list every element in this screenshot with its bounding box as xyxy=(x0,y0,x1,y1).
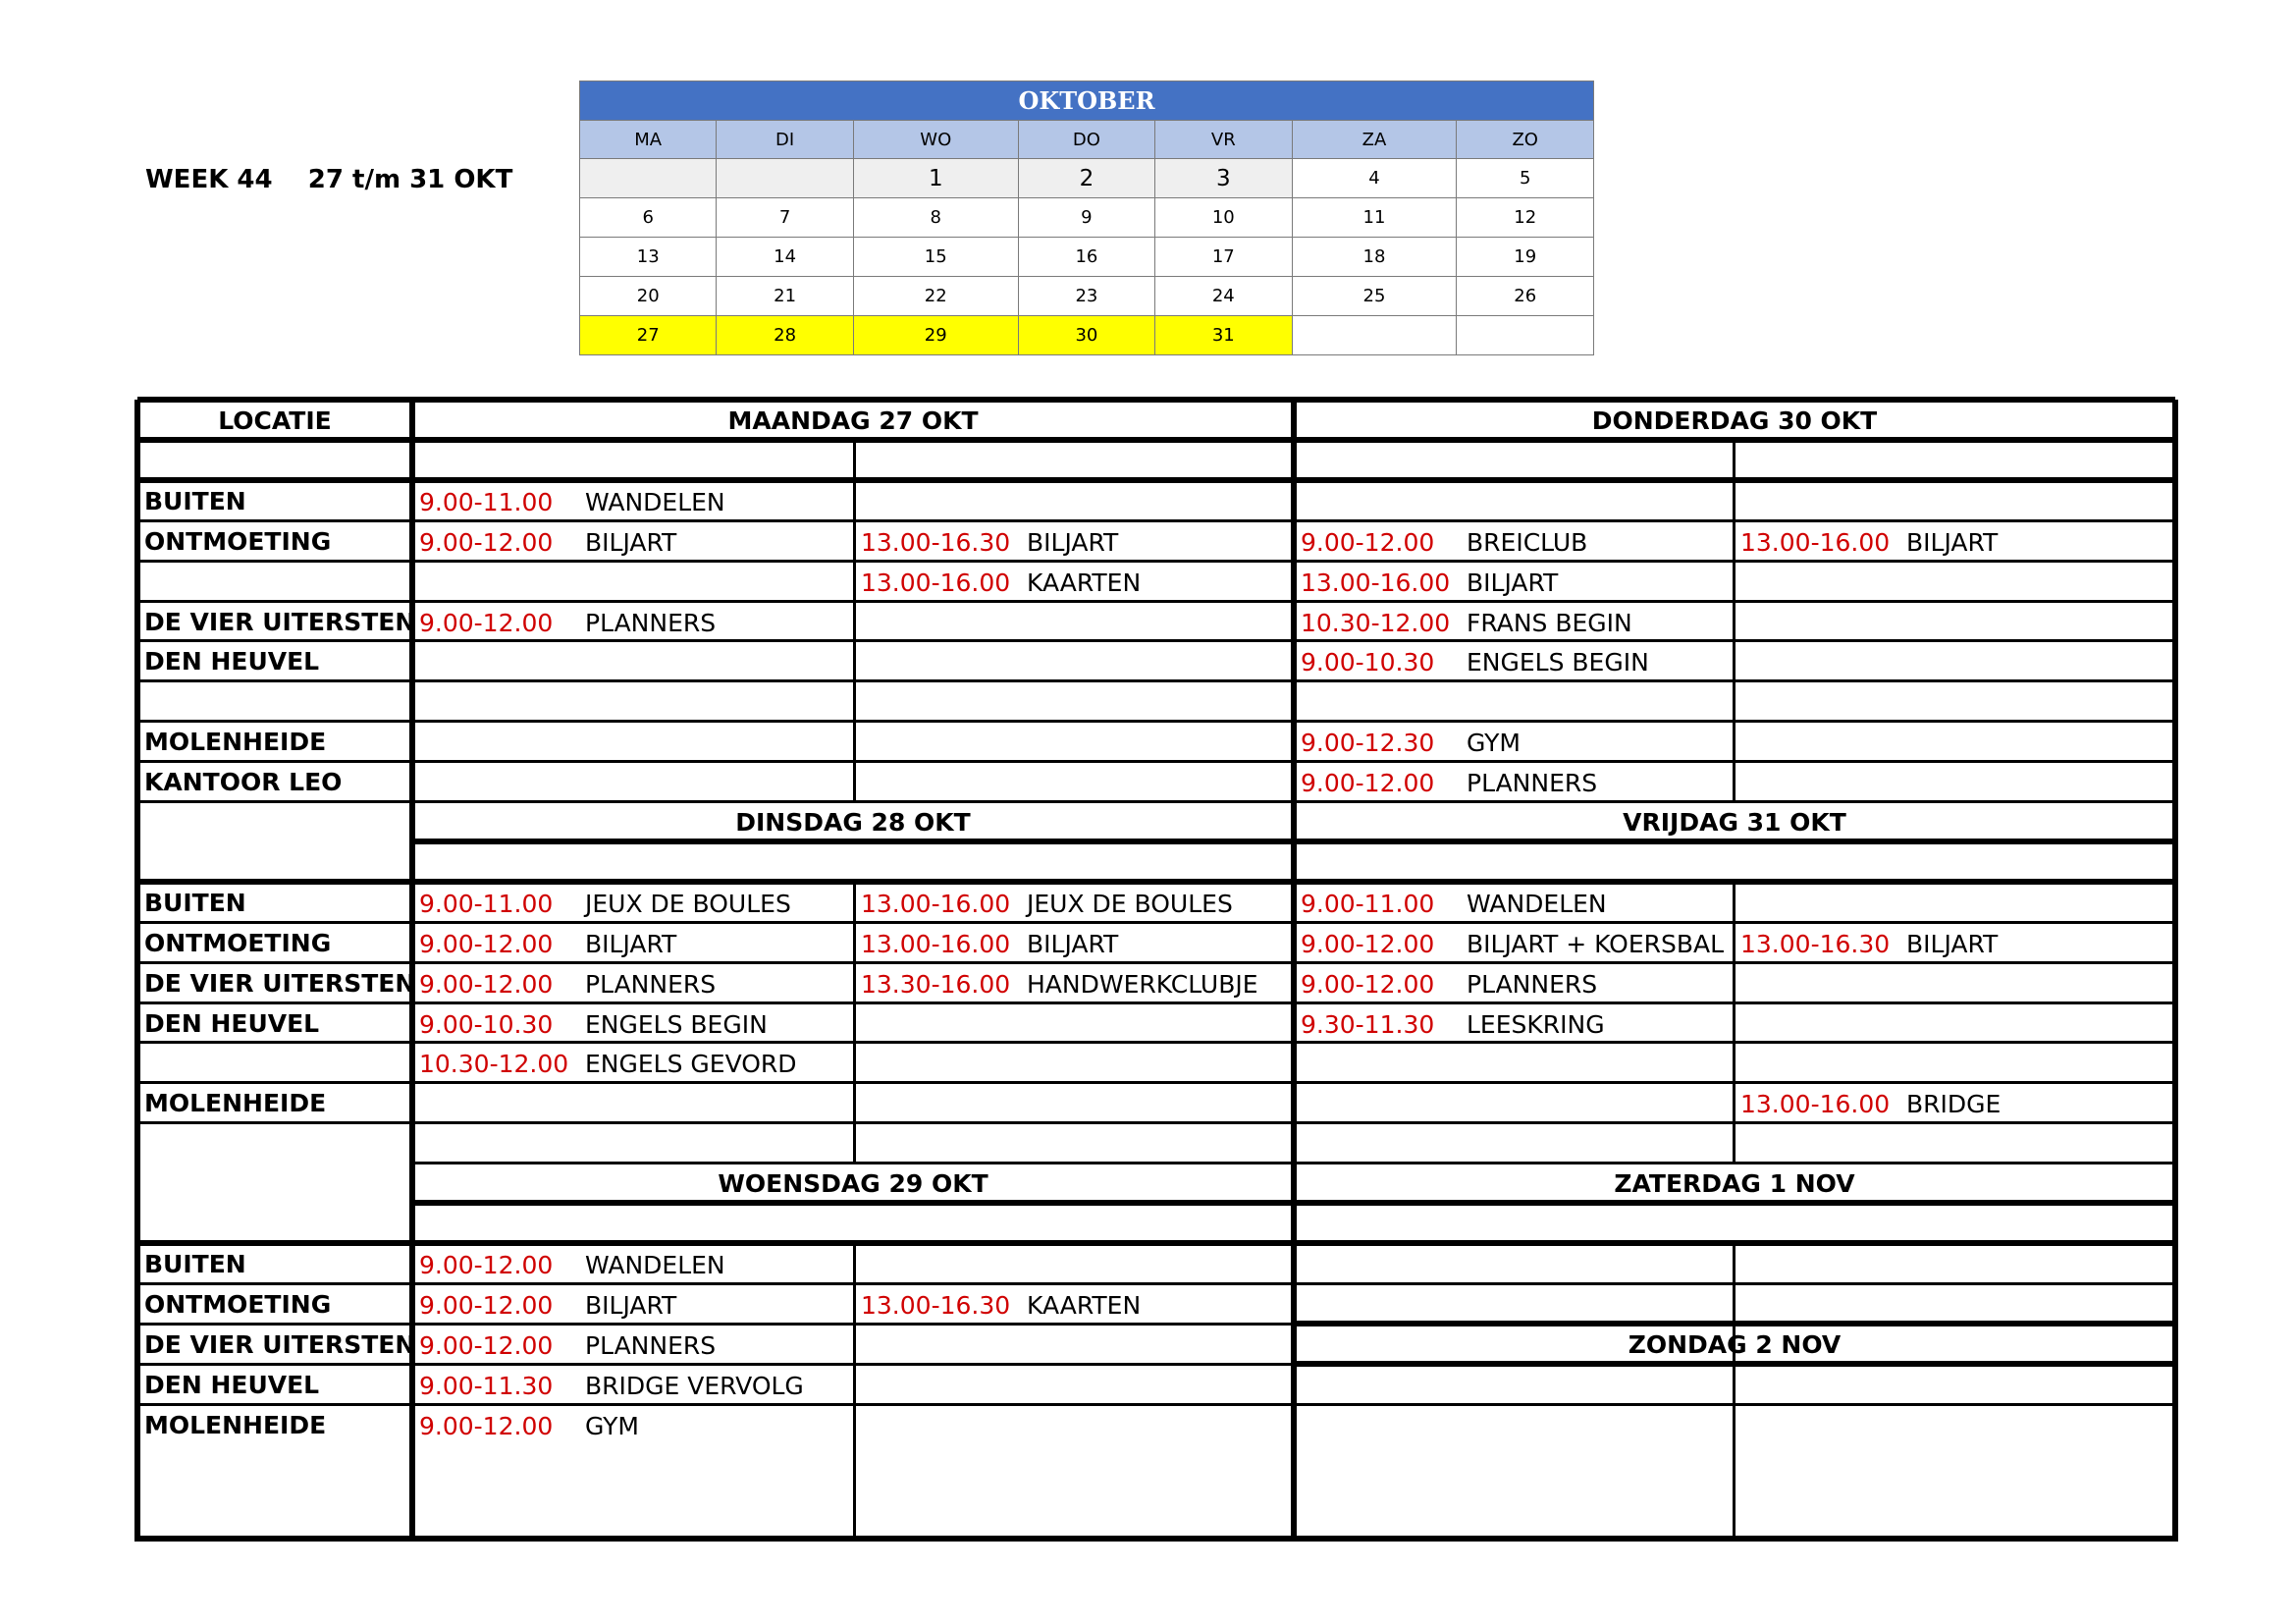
activity-name: ENGELS BEGIN xyxy=(585,1010,768,1039)
activity-name: KAARTEN xyxy=(1027,568,1142,597)
calendar-day: 10 xyxy=(1155,198,1292,238)
activity-name: LEESKRING xyxy=(1467,1010,1605,1039)
calendar-weekday: DO xyxy=(1018,121,1154,159)
activity-time: 9.30-11.30 xyxy=(1301,1010,1435,1039)
calendar-day: 21 xyxy=(717,277,853,316)
activity-name: FRANS BEGIN xyxy=(1467,609,1632,637)
activity-time: 9.00-10.30 xyxy=(1301,648,1435,677)
activity-time: 9.00-11.00 xyxy=(1301,890,1435,918)
activity-time: 9.00-12.00 xyxy=(419,970,554,999)
grid-line xyxy=(853,1243,856,1539)
activity-name: KAARTEN xyxy=(1027,1291,1142,1320)
calendar-day: 3 xyxy=(1155,159,1292,198)
activity-time: 13.00-16.30 xyxy=(1740,930,1891,958)
calendar-day: 24 xyxy=(1155,277,1292,316)
calendar-weekday: VR xyxy=(1155,121,1292,159)
activity-name: ENGELS BEGIN xyxy=(1467,648,1649,677)
grid-line xyxy=(137,800,2175,803)
activity-name: BRIDGE xyxy=(1906,1090,2002,1118)
calendar-day: 31 xyxy=(1155,316,1292,355)
grid-line xyxy=(137,639,2175,642)
activity-name: BILJART xyxy=(1027,528,1119,557)
grid-line xyxy=(137,879,2175,885)
grid-line xyxy=(1291,400,1297,1542)
calendar-day: 8 xyxy=(853,198,1018,238)
activity-time: 9.00-11.00 xyxy=(419,890,554,918)
grid-line xyxy=(137,720,2175,723)
activity-time: 9.00-10.30 xyxy=(419,1010,554,1039)
activity-name: PLANNERS xyxy=(585,1331,717,1360)
grid-line xyxy=(137,1403,2175,1406)
activity-name: GYM xyxy=(1467,729,1521,757)
location-label: BUITEN xyxy=(144,487,246,515)
activity-name: BILJART xyxy=(585,930,677,958)
activity-time: 9.00-12.00 xyxy=(1301,769,1435,797)
calendar-day: 25 xyxy=(1292,277,1457,316)
grid-line xyxy=(137,1041,2175,1044)
activity-time: 13.00-16.00 xyxy=(1301,568,1451,597)
calendar-day: 14 xyxy=(717,238,853,277)
grid-line xyxy=(137,679,2175,682)
calendar-day: 19 xyxy=(1457,238,1594,277)
activity-time: 10.30-12.00 xyxy=(419,1050,569,1078)
day-header: ZATERDAG 1 NOV xyxy=(1614,1169,1855,1198)
activity-name: BRIDGE VERVOLG xyxy=(585,1372,804,1400)
activity-name: WANDELEN xyxy=(1467,890,1607,918)
grid-line xyxy=(137,519,2175,522)
calendar-day: 22 xyxy=(853,277,1018,316)
grid-line xyxy=(137,1081,2175,1084)
activity-time: 13.00-16.00 xyxy=(1740,1090,1891,1118)
location-label: ONTMOETING xyxy=(144,1290,332,1319)
activity-time: 10.30-12.00 xyxy=(1301,609,1451,637)
calendar-day: 7 xyxy=(717,198,853,238)
calendar-day: 4 xyxy=(1292,159,1457,198)
activity-name: HANDWERKCLUBJE xyxy=(1027,970,1258,999)
grid-line xyxy=(137,437,2175,443)
activity-name: BILJART xyxy=(1906,528,1999,557)
grid-line xyxy=(137,1282,2175,1285)
location-label: ONTMOETING xyxy=(144,527,332,556)
activity-time: 13.00-16.00 xyxy=(1740,528,1891,557)
activity-time: 9.00-11.00 xyxy=(419,488,554,516)
activity-time: 13.00-16.30 xyxy=(861,1291,1011,1320)
calendar-day: 5 xyxy=(1457,159,1594,198)
location-label: MOLENHEIDE xyxy=(144,1411,327,1439)
activity-name: BILJART xyxy=(1467,568,1559,597)
location-label: DE VIER UITERSTEN xyxy=(144,608,416,636)
activity-name: PLANNERS xyxy=(585,970,717,999)
grid-line xyxy=(137,397,2175,403)
activity-name: PLANNERS xyxy=(1467,970,1598,999)
grid-line xyxy=(137,760,2175,763)
grid-line xyxy=(1733,882,1735,1163)
location-label: DE VIER UITERSTEN xyxy=(144,969,416,998)
calendar-day: 9 xyxy=(1018,198,1154,238)
activity-name: PLANNERS xyxy=(585,609,717,637)
location-label: DEN HEUVEL xyxy=(144,1371,320,1399)
grid-line xyxy=(134,400,140,1542)
activity-time: 13.00-16.00 xyxy=(861,568,1011,597)
activity-name: JEUX DE BOULES xyxy=(585,890,791,918)
location-header: LOCATIE xyxy=(218,406,332,435)
activity-name: ENGELS GEVORD xyxy=(585,1050,797,1078)
grid-line xyxy=(137,921,2175,924)
calendar-day: 26 xyxy=(1457,277,1594,316)
calendar-weekday: WO xyxy=(853,121,1018,159)
activity-time: 9.00-12.00 xyxy=(419,609,554,637)
grid-line xyxy=(137,477,2175,483)
activity-name: WANDELEN xyxy=(585,488,725,516)
activity-name: BILJART xyxy=(585,1291,677,1320)
grid-line xyxy=(137,1121,2175,1124)
grid-line xyxy=(137,1240,2175,1246)
activity-name: BILJART + KOERSBAL xyxy=(1467,930,1725,958)
grid-line xyxy=(1733,1283,1735,1324)
activity-name: BILJART xyxy=(1027,930,1119,958)
calendar-day: 29 xyxy=(853,316,1018,355)
calendar-day: 12 xyxy=(1457,198,1594,238)
grid-line xyxy=(853,882,856,1163)
day-header: VRIJDAG 31 OKT xyxy=(1623,808,1846,837)
calendar-day: 13 xyxy=(580,238,717,277)
activity-name: PLANNERS xyxy=(1467,769,1598,797)
activity-time: 9.00-12.00 xyxy=(419,1251,554,1279)
location-label: DEN HEUVEL xyxy=(144,1009,320,1038)
location-label: ONTMOETING xyxy=(144,929,332,957)
activity-time: 9.00-12.30 xyxy=(1301,729,1435,757)
grid-line xyxy=(137,1536,2175,1542)
calendar-day: 6 xyxy=(580,198,717,238)
grid-line xyxy=(2172,400,2178,1542)
calendar-day: 18 xyxy=(1292,238,1457,277)
activity-time: 9.00-12.00 xyxy=(419,930,554,958)
location-label: BUITEN xyxy=(144,889,246,917)
day-header: DONDERDAG 30 OKT xyxy=(1591,406,1878,435)
activity-time: 9.00-12.00 xyxy=(419,528,554,557)
activity-time: 9.00-12.00 xyxy=(1301,528,1435,557)
week-label: WEEK 44 27 t/m 31 OKT xyxy=(145,165,513,194)
calendar-day: 28 xyxy=(717,316,853,355)
calendar-weekday: MA xyxy=(580,121,717,159)
day-header: MAANDAG 27 OKT xyxy=(727,406,979,435)
activity-time: 13.00-16.30 xyxy=(861,528,1011,557)
activity-name: WANDELEN xyxy=(585,1251,725,1279)
calendar-day: 2 xyxy=(1018,159,1154,198)
grid-line xyxy=(137,961,2175,964)
calendar-day: 23 xyxy=(1018,277,1154,316)
calendar-weekday: ZO xyxy=(1457,121,1594,159)
activity-time: 9.00-12.00 xyxy=(419,1291,554,1320)
activity-time: 9.00-12.00 xyxy=(419,1412,554,1440)
grid-line xyxy=(412,1162,2175,1164)
grid-line xyxy=(853,440,856,801)
grid-line xyxy=(137,560,2175,563)
day-header: WOENSDAG 29 OKT xyxy=(718,1169,988,1198)
calendar-day: 16 xyxy=(1018,238,1154,277)
grid-line xyxy=(412,1200,2175,1206)
grid-line xyxy=(412,839,2175,844)
location-label: MOLENHEIDE xyxy=(144,1089,327,1117)
calendar-day: 20 xyxy=(580,277,717,316)
calendar-weekday: DI xyxy=(717,121,853,159)
location-label: MOLENHEIDE xyxy=(144,728,327,756)
activity-time: 9.00-11.30 xyxy=(419,1372,554,1400)
activity-name: BREICLUB xyxy=(1467,528,1588,557)
day-header: DINSDAG 28 OKT xyxy=(735,808,971,837)
activity-time: 13.00-16.00 xyxy=(861,930,1011,958)
grid-line xyxy=(137,600,2175,603)
activity-time: 9.00-12.00 xyxy=(419,1331,554,1360)
location-label: DE VIER UITERSTEN xyxy=(144,1330,416,1359)
activity-time: 9.00-12.00 xyxy=(1301,970,1435,999)
activity-name: BILJART xyxy=(585,528,677,557)
grid-line xyxy=(137,437,412,443)
activity-time: 13.30-16.00 xyxy=(861,970,1011,999)
grid-line xyxy=(137,1001,2175,1004)
activity-time: 9.00-12.00 xyxy=(1301,930,1435,958)
activity-name: JEUX DE BOULES xyxy=(1027,890,1233,918)
day-header: ZONDAG 2 NOV xyxy=(1628,1330,1842,1359)
grid-line xyxy=(1733,440,1735,801)
location-label: DEN HEUVEL xyxy=(144,647,320,676)
calendar-day: 17 xyxy=(1155,238,1292,277)
calendar-weekday: ZA xyxy=(1292,121,1457,159)
calendar-day: 15 xyxy=(853,238,1018,277)
calendar-day: 30 xyxy=(1018,316,1154,355)
activity-name: BILJART xyxy=(1906,930,1999,958)
activity-time: 13.00-16.00 xyxy=(861,890,1011,918)
activity-name: GYM xyxy=(585,1412,639,1440)
location-label: BUITEN xyxy=(144,1250,246,1278)
calendar-month-title: OKTOBER xyxy=(580,81,1594,121)
calendar-day: 1 xyxy=(853,159,1018,198)
location-label: KANTOOR LEO xyxy=(144,768,343,796)
calendar-day: 11 xyxy=(1292,198,1457,238)
calendar-day: 27 xyxy=(580,316,717,355)
